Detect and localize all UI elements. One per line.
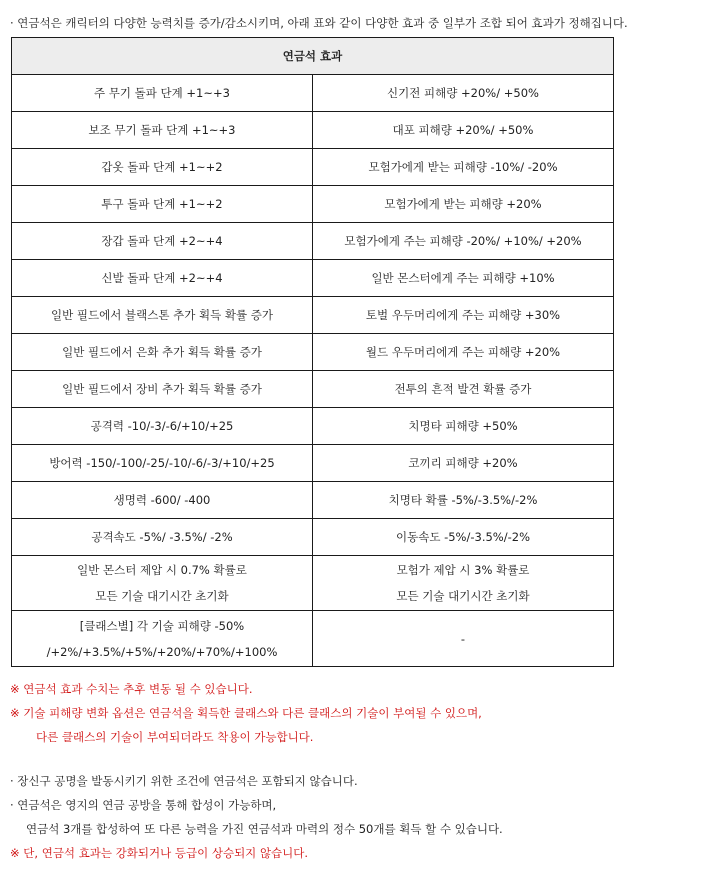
table-cell-right: 대포 피해량 +20%/ +50% bbox=[313, 112, 614, 149]
table-cell-left: 일반 필드에서 블랙스톤 추가 획득 확률 증가 bbox=[12, 297, 313, 334]
note-2: ※ 기술 피해량 변화 옵션은 연금석을 획득한 클래스와 다른 클래스의 기술이 부여될 수 있으며, bbox=[10, 706, 482, 720]
table-cell-right: - bbox=[313, 611, 614, 667]
table-cell-right: 전투의 흔적 발견 확률 증가 bbox=[313, 371, 614, 408]
table-cell-left: 방어력 -150/-100/-25/-10/-6/-3/+10/+25 bbox=[12, 445, 313, 482]
table-cell-left: 주 무기 돌파 단계 +1~+3 bbox=[12, 75, 313, 112]
table-row bbox=[12, 482, 614, 519]
table-row bbox=[12, 445, 614, 482]
table-cell-right: 모험가에게 주는 피해량 -20%/ +10%/ +20% bbox=[313, 223, 614, 260]
table-cell-right: 코끼리 피해량 +20% bbox=[313, 445, 614, 482]
table-cell-right: 이동속도 -5%/-3.5%/-2% bbox=[313, 519, 614, 556]
table-row bbox=[12, 149, 614, 186]
table-cell-left: 일반 몬스터 제압 시 0.7% 확률로 모든 기술 대기시간 초기화 bbox=[12, 556, 313, 611]
bullet-2-continued: 연금석 3개를 합성하여 또 다른 능력을 가진 연금석과 마력의 정수 50개를 획득 할 수 있습니다. bbox=[26, 822, 503, 836]
table-cell-left: 공격속도 -5%/ -3.5%/ -2% bbox=[12, 519, 313, 556]
table-row bbox=[12, 334, 614, 371]
table-cell-left: 갑옷 돌파 단계 +1~+2 bbox=[12, 149, 313, 186]
table-cell-right: 토벌 우두머리에게 주는 피해량 +30% bbox=[313, 297, 614, 334]
table-cell-right: 모험가 제압 시 3% 확률로 모든 기술 대기시간 초기화 bbox=[313, 556, 614, 611]
table-cell-right: 일반 몬스터에게 주는 피해량 +10% bbox=[313, 260, 614, 297]
table-row bbox=[12, 556, 614, 611]
intro-text: · 연금석은 캐릭터의 다양한 능력치를 증가/감소시키며, 아래 표와 같이 다양한 효과 중 일부가 조합 되어 효과가 정해집니다. bbox=[10, 16, 628, 30]
table-row bbox=[12, 611, 614, 667]
bullet-1: · 장신구 공명을 발동시키기 위한 조건에 연금석은 포함되지 않습니다. bbox=[10, 774, 358, 788]
table-cell-left: 생명력 -600/ -400 bbox=[12, 482, 313, 519]
table-row bbox=[12, 186, 614, 223]
table-cell-right: 모험가에게 받는 피해량 +20% bbox=[313, 186, 614, 223]
table-row bbox=[12, 519, 614, 556]
table-cell-left: 일반 필드에서 장비 추가 획득 확률 증가 bbox=[12, 371, 313, 408]
bullet-3-note: ※ 단, 연금석 효과는 강화되거나 등급이 상승되지 않습니다. bbox=[10, 846, 309, 860]
table-row bbox=[12, 371, 614, 408]
note-2-continued: 다른 클래스의 기술이 부여되더라도 착용이 가능합니다. bbox=[36, 730, 314, 744]
table-row bbox=[12, 408, 614, 445]
table-cell-right: 치명타 피해량 +50% bbox=[313, 408, 614, 445]
table-cell-left: 보조 무기 돌파 단계 +1~+3 bbox=[12, 112, 313, 149]
table-row bbox=[12, 112, 614, 149]
table-cell-left: 공격력 -10/-3/-6/+10/+25 bbox=[12, 408, 313, 445]
table-cell-left: 일반 필드에서 은화 추가 획득 확률 증가 bbox=[12, 334, 313, 371]
table-row bbox=[12, 75, 614, 112]
table-row bbox=[12, 223, 614, 260]
note-1: ※ 연금석 효과 수치는 추후 변동 될 수 있습니다. bbox=[10, 682, 253, 696]
alchemy-stone-effects-table bbox=[11, 37, 614, 667]
table-row bbox=[12, 297, 614, 334]
table-cell-left: [클래스별] 각 기술 피해량 -50% /+2%/+3.5%/+5%/+20%/+70%/+100% bbox=[12, 611, 313, 667]
table-cell-right: 월드 우두머리에게 주는 피해량 +20% bbox=[313, 334, 614, 371]
table-cell-left: 장갑 돌파 단계 +2~+4 bbox=[12, 223, 313, 260]
table-cell-right: 신기전 피해량 +20%/ +50% bbox=[313, 75, 614, 112]
bullet-2: · 연금석은 영지의 연금 공방을 통해 합성이 가능하며, bbox=[10, 798, 277, 812]
table-header: 연금석 효과 bbox=[12, 38, 614, 75]
table-row bbox=[12, 260, 614, 297]
table-cell-right: 모험가에게 받는 피해량 -10%/ -20% bbox=[313, 149, 614, 186]
table-cell-right: 치명타 확률 -5%/-3.5%/-2% bbox=[313, 482, 614, 519]
table-cell-left: 투구 돌파 단계 +1~+2 bbox=[12, 186, 313, 223]
table-cell-left: 신발 돌파 단계 +2~+4 bbox=[12, 260, 313, 297]
